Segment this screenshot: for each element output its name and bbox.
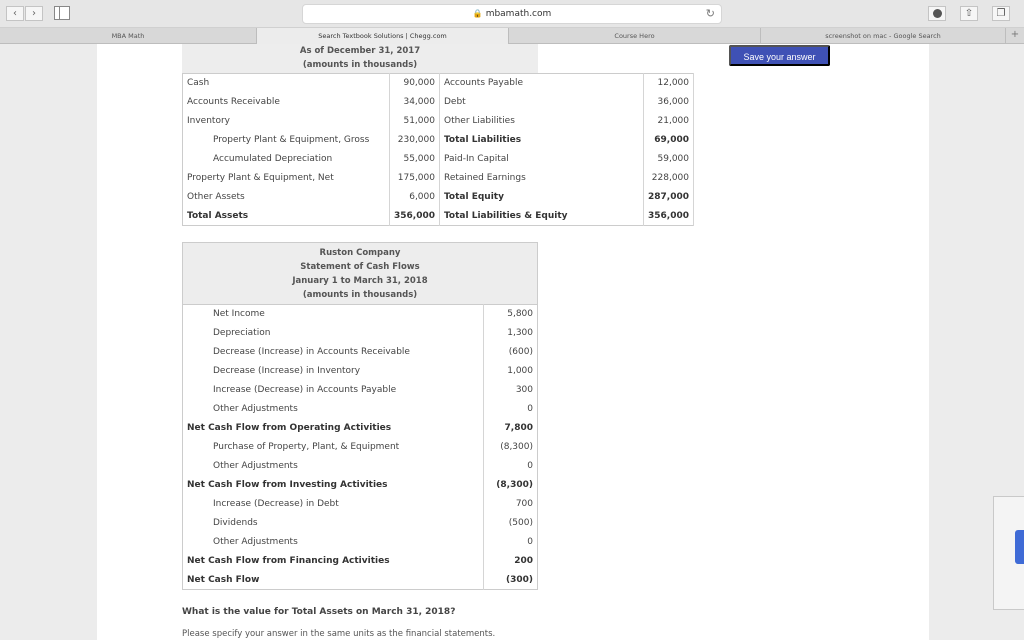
asset-label: Other Assets	[183, 188, 390, 207]
cash-flow-label: Other Adjustments	[213, 461, 298, 471]
asset-value: 55,000	[389, 150, 439, 169]
liability-value: 356,000	[643, 207, 693, 226]
asset-value: 90,000	[389, 74, 439, 93]
cash-flow-row	[183, 343, 538, 362]
balance-sheet-date: As of December 31, 2017	[299, 46, 421, 56]
tab-chegg[interactable]: Search Textbook Solutions | Chegg.com	[257, 28, 509, 44]
balance-sheet-row	[183, 150, 694, 169]
cash-flow-row	[183, 495, 538, 514]
asset-value: 356,000	[389, 207, 439, 226]
address-bar[interactable]	[302, 4, 722, 24]
cash-flow-value: (8,300)	[484, 476, 538, 495]
asset-label: Property Plant & Equipment, Net	[183, 169, 390, 188]
asset-value: 230,000	[389, 131, 439, 150]
cash-flow-label: Depreciation	[213, 328, 271, 338]
asset-label: Accounts Receivable	[183, 93, 390, 112]
balance-sheet-row	[183, 169, 694, 188]
cash-flow-row	[183, 438, 538, 457]
liability-label: Paid-In Capital	[439, 150, 643, 169]
statement-period: January 1 to March 31, 2018	[292, 276, 428, 286]
asset-value: 51,000	[389, 112, 439, 131]
cash-flow-row	[183, 381, 538, 400]
cash-flow-row	[183, 400, 538, 419]
balance-sheet-units: (amounts in thousands)	[302, 60, 418, 70]
cash-flow-value: 300	[484, 381, 538, 400]
cash-flow-label: Net Income	[213, 309, 265, 320]
cash-flow-value: 0	[484, 533, 538, 552]
forward-button[interactable]	[25, 6, 43, 21]
floating-panel-tab[interactable]	[1015, 530, 1024, 564]
cash-flow-row	[183, 305, 538, 324]
cash-flow-value: 0	[484, 400, 538, 419]
company-name: Ruston Company	[319, 248, 401, 258]
downloads-button[interactable]	[928, 6, 946, 21]
chevron-right-icon: ›	[32, 8, 36, 19]
reload-icon[interactable]: ↻	[705, 7, 715, 20]
cash-flow-row	[183, 476, 538, 495]
cash-flow-label: Net Cash Flow from Financing Activities	[187, 556, 390, 566]
back-button[interactable]	[6, 6, 24, 21]
tab-bar	[0, 28, 1024, 44]
balance-sheet-row	[183, 188, 694, 207]
share-icon: ⇧	[964, 8, 974, 19]
cash-flow-value: (600)	[484, 343, 538, 362]
liability-value: 36,000	[643, 93, 693, 112]
asset-label: Cash	[183, 74, 390, 93]
sidebar-toggle-button[interactable]	[54, 6, 70, 20]
cash-flow-value: (300)	[484, 571, 538, 590]
tab-course-hero[interactable]: Course Hero	[509, 28, 761, 44]
statement-title: Statement of Cash Flows	[300, 262, 420, 272]
cash-flow-label: Other Adjustments	[213, 404, 298, 414]
cash-flow-label: Increase (Decrease) in Debt	[213, 499, 339, 509]
liability-label: Retained Earnings	[439, 169, 643, 188]
cash-flow-label: Decrease (Increase) in Accounts Receivable	[213, 347, 410, 357]
asset-label: Property Plant & Equipment, Gross	[183, 131, 390, 150]
cash-flow-value: (8,300)	[484, 438, 538, 457]
cash-flow-row	[183, 571, 538, 590]
cash-flow-value: 200	[484, 552, 538, 571]
cash-flow-value: 7,800	[484, 419, 538, 438]
cash-flow-row	[183, 514, 538, 533]
cash-flow-label: Net Cash Flow from Operating Activities	[187, 423, 392, 433]
balance-sheet-row	[183, 112, 694, 131]
cash-flow-label: Net Cash Flow from Investing Activities	[187, 480, 388, 490]
liability-value: 69,000	[643, 131, 693, 150]
cash-flow-value: 700	[484, 495, 538, 514]
balance-sheet-row	[183, 131, 694, 150]
question-text: What is the value for Total Assets on March 31, 2018?	[182, 607, 456, 617]
cash-flow-row	[183, 324, 538, 343]
balance-sheet-row	[183, 74, 694, 93]
tabs-overview-button[interactable]	[992, 6, 1010, 21]
save-answer-button[interactable]: Save your answer	[729, 45, 830, 66]
cash-flow-row	[183, 362, 538, 381]
browser-toolbar	[0, 0, 1024, 28]
liability-label: Other Liabilities	[439, 112, 643, 131]
asset-value: 175,000	[389, 169, 439, 188]
cash-flow-row	[183, 552, 538, 571]
chevron-left-icon: ‹	[13, 8, 17, 19]
asset-value: 6,000	[389, 188, 439, 207]
asset-label: Total Assets	[183, 207, 390, 226]
statement-units: (amounts in thousands)	[302, 290, 418, 300]
share-button[interactable]	[960, 6, 978, 21]
question-instruction: Please specify your answer in the same units as the financial statements.	[182, 629, 496, 639]
url-text: mbamath.com	[485, 9, 552, 19]
cash-flow-label: Purchase of Property, Plant, & Equipment	[213, 442, 400, 452]
liability-value: 228,000	[643, 169, 693, 188]
liability-value: 21,000	[643, 112, 693, 131]
cash-flow-row	[183, 457, 538, 476]
cash-flow-row	[183, 419, 538, 438]
cash-flow-label: Net Cash Flow	[187, 574, 260, 585]
tabs-icon: ❐	[996, 8, 1006, 19]
download-icon	[933, 9, 942, 18]
cash-flow-header	[182, 242, 538, 304]
tab-mba-math[interactable]: MBA Math	[0, 28, 257, 44]
cash-flow-value: (500)	[484, 514, 538, 533]
balance-sheet-table	[182, 73, 694, 226]
asset-value: 34,000	[389, 93, 439, 112]
cash-flow-value: 0	[484, 457, 538, 476]
liability-label: Total Liabilities	[439, 131, 643, 150]
balance-sheet-row	[183, 93, 694, 112]
asset-label: Accumulated Depreciation	[183, 150, 390, 169]
cash-flow-value: 1,300	[484, 324, 538, 343]
liability-label: Total Liabilities & Equity	[439, 207, 643, 226]
cash-flow-value: 1,000	[484, 362, 538, 381]
liability-label: Accounts Payable	[439, 74, 643, 93]
liability-value: 12,000	[643, 74, 693, 93]
liability-value: 59,000	[643, 150, 693, 169]
cash-flow-label: Decrease (Increase) in Inventory	[213, 366, 361, 376]
liability-value: 287,000	[643, 188, 693, 207]
balance-sheet-header	[182, 44, 538, 73]
asset-label: Inventory	[183, 112, 390, 131]
cash-flow-label: Increase (Decrease) in Accounts Payable	[213, 385, 397, 395]
balance-sheet-row	[183, 207, 694, 226]
cash-flow-label: Other Adjustments	[213, 537, 298, 547]
lock-icon: 🔒	[472, 9, 483, 18]
cash-flow-row	[183, 533, 538, 552]
cash-flow-value: 5,800	[484, 305, 538, 324]
liability-label: Debt	[439, 93, 643, 112]
liability-label: Total Equity	[439, 188, 643, 207]
new-tab-button[interactable]: +	[1010, 29, 1020, 40]
cash-flow-table	[182, 304, 538, 590]
tab-google-search[interactable]: screenshot on mac - Google Search	[761, 28, 1006, 44]
cash-flow-label: Dividends	[213, 518, 258, 528]
